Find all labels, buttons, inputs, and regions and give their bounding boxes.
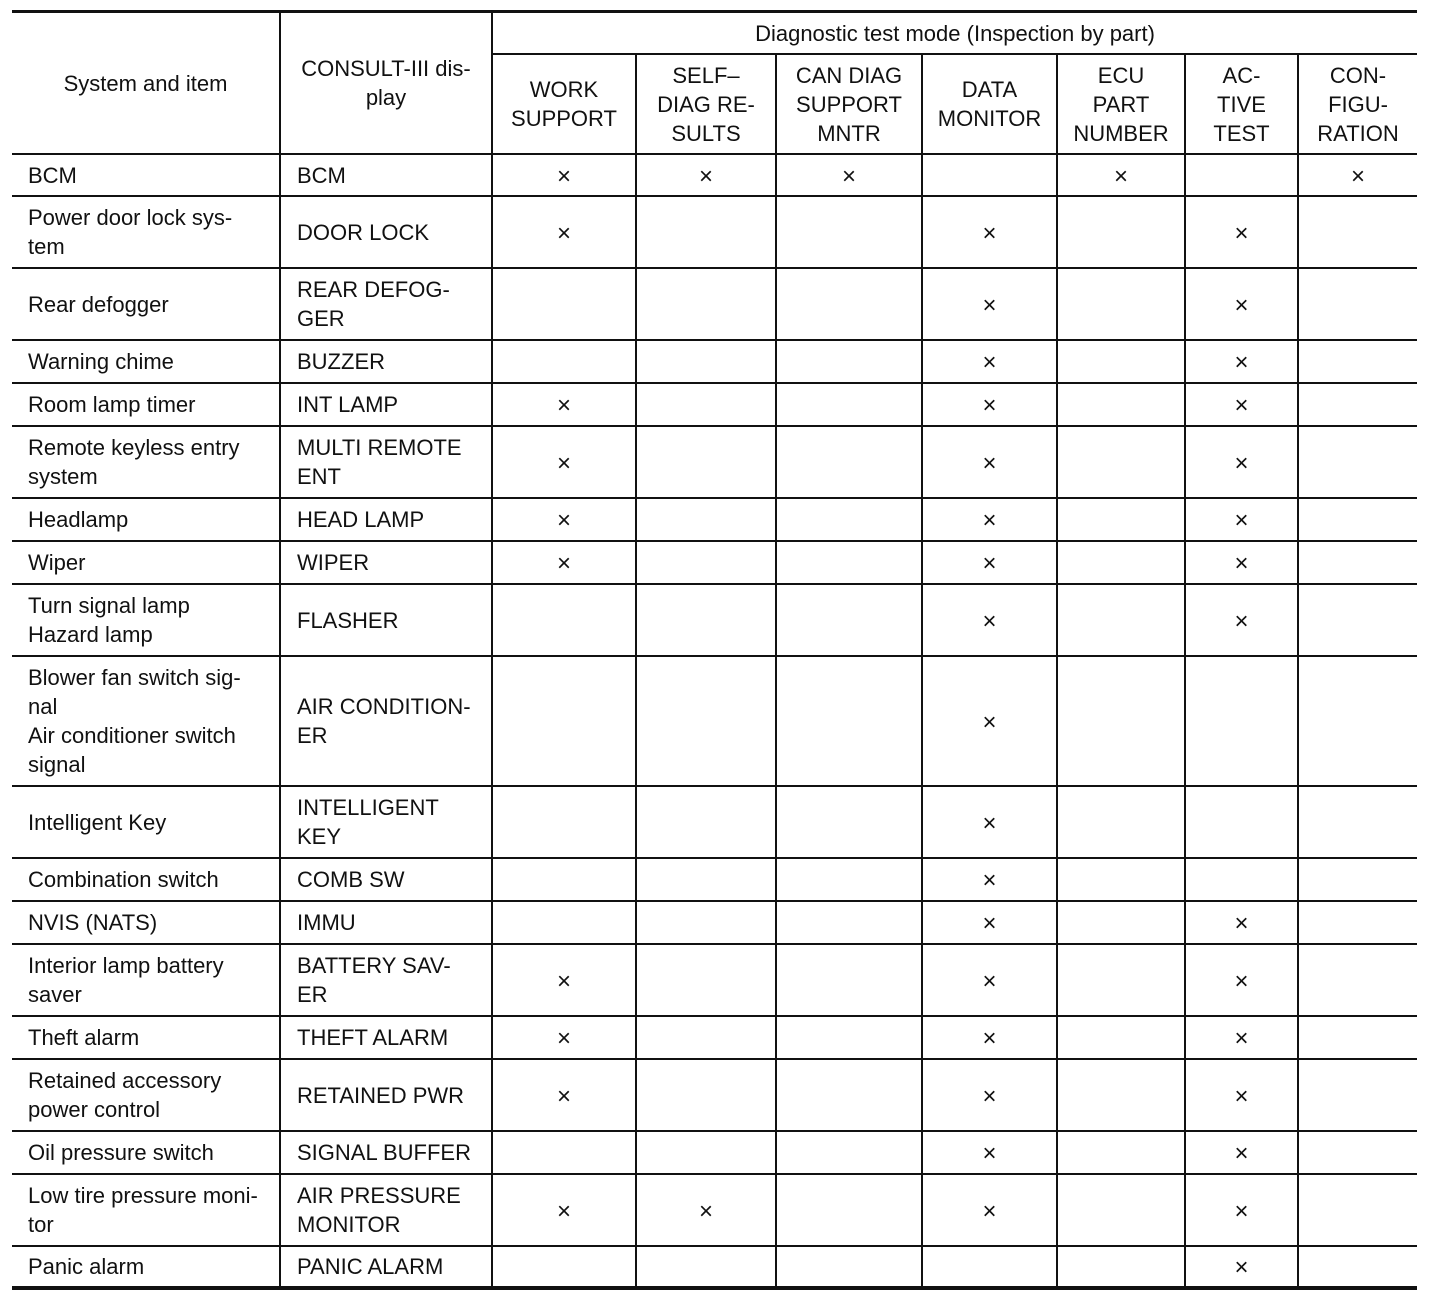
mode-support-cell [636,340,776,383]
mode-support-cell [492,426,636,498]
consult-display-text: INTELLIGENT KEY [297,795,439,849]
mode-support-cell [1298,196,1417,268]
mode-support-cell [1298,901,1417,944]
supported-mark: × [1234,1140,1249,1167]
mode-support-cell [1298,426,1417,498]
consult-display-text: BATTERY SAV- ER [297,953,451,1007]
consult-display-cell [280,383,492,426]
system-item-cell [12,498,280,541]
mode-support-cell [922,196,1057,268]
mode-support-cell [1185,426,1298,498]
supported-mark: × [1234,349,1249,376]
mode-support-cell [922,383,1057,426]
mode-support-cell [1057,901,1185,944]
mode-support-cell [776,1016,922,1059]
diagnostic-mode-table [12,10,1417,1290]
supported-mark: × [556,1197,571,1225]
system-item-cell [12,656,280,786]
system-item-cell [12,1016,280,1059]
supported-mark: × [1234,1082,1249,1110]
mode-support-cell [636,383,776,426]
mode-support-cell [1057,1174,1185,1246]
mode-support-cell [1057,541,1185,584]
supported-mark: × [556,392,571,419]
table-row [12,656,1417,786]
table-body [12,154,1417,1288]
mode-support-cell [1185,786,1298,858]
supported-mark: × [1113,162,1128,190]
table-row [12,1059,1417,1131]
system-item-cell [12,196,280,268]
system-item-text: Low tire pressure moni- tor [28,1183,258,1237]
mode-support-cell [1057,786,1185,858]
table-row [12,1174,1417,1246]
mode-support-cell [1057,383,1185,426]
mode-support-cell [1057,1246,1185,1288]
supported-mark: × [556,219,571,247]
header-consult-display-label: CONSULT-III dis- play [301,56,471,110]
mode-support-cell [922,584,1057,656]
supported-mark: × [1234,219,1249,247]
consult-display-cell [280,1131,492,1174]
mode-support-cell [1185,154,1298,196]
system-item-cell [12,1246,280,1288]
system-item-cell [12,858,280,901]
consult-display-cell [280,196,492,268]
header-row-top [12,12,1417,55]
consult-display-text: DOOR LOCK [297,219,430,245]
supported-mark: × [982,449,997,477]
mode-support-cell [1185,656,1298,786]
mode-support-cell [1185,268,1298,340]
supported-mark: × [982,1197,997,1225]
system-item-text: Remote keyless entry system [28,435,240,489]
consult-display-text: BUZZER [297,349,385,374]
mode-support-cell [1185,901,1298,944]
supported-mark: × [1234,607,1249,635]
supported-mark: × [1234,1254,1249,1281]
mode-support-cell [1185,1016,1298,1059]
table-row [12,1016,1417,1059]
mode-label: SELF– DIAG RE- SULTS [657,62,755,146]
header-diagnostic-test-mode-label: Diagnostic test mode (Inspection by part) [755,20,1155,46]
table-row [12,154,1417,196]
consult-display-cell [280,786,492,858]
table-row [12,944,1417,1016]
system-item-text: Oil pressure switch [28,1140,214,1165]
consult-display-cell [280,1246,492,1288]
mode-support-cell [776,426,922,498]
header-mode-data-monitor [922,54,1057,154]
mode-support-cell [636,1246,776,1288]
supported-mark: × [1234,392,1249,419]
mode-support-cell [1057,584,1185,656]
mode-support-cell [492,383,636,426]
mode-support-cell [922,268,1057,340]
header-mode-configuration [1298,54,1417,154]
mode-support-cell [636,1016,776,1059]
mode-support-cell [922,426,1057,498]
mode-support-cell [776,154,922,196]
mode-support-cell [636,268,776,340]
mode-support-cell [1298,858,1417,901]
mode-support-cell [1057,268,1185,340]
mode-support-cell [492,1246,636,1288]
mode-support-cell [1298,154,1417,196]
mode-support-cell [922,656,1057,786]
supported-mark: × [556,967,571,995]
system-item-cell [12,426,280,498]
mode-support-cell [492,1131,636,1174]
mode-support-cell [1298,340,1417,383]
supported-mark: × [982,1140,997,1167]
mode-support-cell [776,1174,922,1246]
mode-label: WORK SUPPORT [511,77,617,131]
mode-support-cell [1298,656,1417,786]
consult-display-text: FLASHER [297,607,399,633]
supported-mark: × [982,708,997,736]
mode-support-cell [776,1131,922,1174]
mode-support-cell [1057,1016,1185,1059]
supported-mark: × [1234,550,1249,577]
system-item-text: Rear defogger [28,291,169,317]
supported-mark: × [556,507,571,534]
mode-label: CON- FIGU- RATION [1317,62,1399,146]
mode-support-cell [1185,1246,1298,1288]
mode-support-cell [776,268,922,340]
mode-support-cell [1185,340,1298,383]
mode-support-cell [922,1059,1057,1131]
system-item-text: Warning chime [28,349,174,374]
mode-support-cell [492,498,636,541]
supported-mark: × [698,162,713,190]
mode-support-cell [636,154,776,196]
supported-mark: × [1234,1025,1249,1052]
consult-display-cell [280,268,492,340]
mode-support-cell [1298,944,1417,1016]
header-mode-active-test [1185,54,1298,154]
mode-support-cell [492,1059,636,1131]
mode-support-cell [922,901,1057,944]
mode-support-cell [636,858,776,901]
mode-support-cell [492,340,636,383]
table-row [12,383,1417,426]
system-item-cell [12,154,280,196]
header-mode-self-diag-results [636,54,776,154]
mode-support-cell [492,944,636,1016]
mode-support-cell [1298,268,1417,340]
table-row [12,858,1417,901]
mode-support-cell [1298,498,1417,541]
mode-support-cell [922,1016,1057,1059]
consult-display-text: IMMU [297,910,356,935]
header-mode-can-diag-support [776,54,922,154]
mode-support-cell [922,154,1057,196]
consult-display-text: WIPER [297,550,370,575]
system-item-text: Headlamp [28,507,129,532]
mode-support-cell [1185,541,1298,584]
supported-mark: × [556,1025,571,1052]
table-row [12,786,1417,858]
mode-support-cell [1185,1059,1298,1131]
consult-display-cell [280,426,492,498]
mode-support-cell [492,541,636,584]
table-row [12,340,1417,383]
supported-mark: × [841,162,856,190]
supported-mark: × [1234,449,1249,477]
mode-support-cell [922,498,1057,541]
consult-display-cell [280,858,492,901]
mode-support-cell [1057,340,1185,383]
mode-support-cell [1298,1016,1417,1059]
system-item-cell [12,584,280,656]
supported-mark: × [982,507,997,534]
consult-display-cell [280,541,492,584]
consult-display-text: HEAD LAMP [297,507,425,532]
system-item-text: Room lamp timer [28,392,196,417]
supported-mark: × [982,967,997,995]
supported-mark: × [1234,967,1249,995]
system-item-cell [12,383,280,426]
mode-support-cell [922,1246,1057,1288]
consult-display-text: AIR PRESSURE MONITOR [297,1183,461,1237]
consult-display-text: COMB SW [297,867,405,892]
mode-support-cell [492,1174,636,1246]
mode-label: ECU PART NUMBER [1073,62,1169,146]
system-item-text: BCM [28,162,77,188]
mode-support-cell [1057,154,1185,196]
mode-support-cell [636,1131,776,1174]
table-row [12,541,1417,584]
system-item-cell [12,340,280,383]
mode-support-cell [1185,196,1298,268]
system-item-text: Theft alarm [28,1025,140,1050]
header-system-and-item [12,12,280,155]
mode-support-cell [1057,656,1185,786]
mode-support-cell [776,858,922,901]
header-mode-work-support [492,54,636,154]
mode-support-cell [776,383,922,426]
mode-support-cell [1185,498,1298,541]
system-item-text: Blower fan switch sig- nal Air conditioner switch signal [28,665,241,777]
mode-support-cell [922,1174,1057,1246]
supported-mark: × [556,162,571,190]
mode-support-cell [1298,1246,1417,1288]
mode-support-cell [636,541,776,584]
consult-display-cell [280,498,492,541]
supported-mark: × [982,291,997,319]
mode-support-cell [922,786,1057,858]
mode-support-cell [1185,1174,1298,1246]
supported-mark: × [982,910,997,937]
consult-display-cell [280,1059,492,1131]
mode-support-cell [636,656,776,786]
supported-mark: × [556,449,571,477]
consult-display-text: INT LAMP [297,392,399,417]
supported-mark: × [982,219,997,247]
consult-display-cell [280,340,492,383]
system-item-cell [12,1131,280,1174]
mode-support-cell [776,944,922,1016]
supported-mark: × [982,867,997,894]
mode-support-cell [636,901,776,944]
mode-support-cell [636,584,776,656]
mode-support-cell [492,901,636,944]
table-row [12,196,1417,268]
supported-mark: × [698,1197,713,1225]
mode-label: CAN DIAG SUPPORT MNTR [795,62,903,146]
mode-support-cell [492,268,636,340]
mode-support-cell [1057,498,1185,541]
mode-support-cell [492,196,636,268]
supported-mark: × [1234,291,1249,319]
mode-support-cell [492,656,636,786]
consult-display-text: BCM [297,162,346,188]
system-item-text: NVIS (NATS) [28,910,158,935]
mode-support-cell [1185,944,1298,1016]
system-item-text: Interior lamp battery saver [28,953,224,1007]
table-row [12,268,1417,340]
mode-support-cell [1057,1059,1185,1131]
system-item-text: Intelligent Key [28,809,167,835]
mode-support-cell [1185,584,1298,656]
consult-display-cell [280,154,492,196]
mode-support-cell [1057,944,1185,1016]
system-item-cell [12,944,280,1016]
header-system-and-item-label: System and item [63,70,228,96]
mode-support-cell [492,1016,636,1059]
mode-support-cell [922,340,1057,383]
system-item-text: Power door lock sys- tem [28,205,233,259]
mode-support-cell [922,1131,1057,1174]
supported-mark: × [556,550,571,577]
mode-support-cell [492,154,636,196]
supported-mark: × [982,392,997,419]
system-item-cell [12,901,280,944]
mode-support-cell [776,656,922,786]
mode-support-cell [636,196,776,268]
mode-support-cell [776,786,922,858]
mode-support-cell [1057,1131,1185,1174]
mode-support-cell [1298,1059,1417,1131]
mode-support-cell [492,786,636,858]
mode-support-cell [776,1059,922,1131]
mode-support-cell [776,340,922,383]
mode-support-cell [636,426,776,498]
mode-support-cell [922,944,1057,1016]
consult-display-cell [280,901,492,944]
mode-support-cell [1057,426,1185,498]
mode-support-cell [492,858,636,901]
mode-support-cell [1298,584,1417,656]
header-consult-display [280,12,492,155]
supported-mark: × [1234,910,1249,937]
consult-display-text: MULTI REMOTE ENT [297,435,462,489]
mode-label: DATA MONITOR [937,77,1042,131]
system-item-text: Combination switch [28,867,219,892]
mode-support-cell [922,858,1057,901]
mode-support-cell [636,786,776,858]
consult-display-text: AIR CONDITION- ER [297,694,471,748]
system-item-cell [12,541,280,584]
consult-display-cell [280,656,492,786]
consult-display-cell [280,1016,492,1059]
mode-support-cell [1298,541,1417,584]
supported-mark: × [1234,507,1249,534]
mode-support-cell [776,901,922,944]
consult-display-cell [280,944,492,1016]
mode-support-cell [1185,858,1298,901]
consult-display-cell [280,584,492,656]
system-item-text: Wiper [28,550,86,575]
system-item-cell [12,268,280,340]
system-item-text: Turn signal lamp Hazard lamp [28,593,190,647]
table-row [12,584,1417,656]
supported-mark: × [1234,1197,1249,1225]
supported-mark: × [982,1082,997,1110]
consult-display-text: REAR DEFOG- GER [297,277,450,331]
header-mode-ecu-part-number [1057,54,1185,154]
mode-support-cell [776,196,922,268]
consult-display-text: PANIC ALARM [297,1254,444,1279]
table-row [12,426,1417,498]
consult-display-text: THEFT ALARM [297,1025,449,1050]
mode-support-cell [1298,1174,1417,1246]
consult-display-cell [280,1174,492,1246]
supported-mark: × [982,349,997,376]
mode-label: AC- TIVE TEST [1213,62,1270,146]
mode-support-cell [776,541,922,584]
mode-support-cell [636,944,776,1016]
system-item-cell [12,786,280,858]
supported-mark: × [556,1082,571,1110]
supported-mark: × [982,1025,997,1052]
table-row [12,1246,1417,1288]
mode-support-cell [1057,858,1185,901]
mode-support-cell [1298,786,1417,858]
mode-support-cell [636,498,776,541]
mode-support-cell [1185,1131,1298,1174]
system-item-text: Panic alarm [28,1254,145,1279]
table-row [12,901,1417,944]
mode-support-cell [1057,196,1185,268]
system-item-cell [12,1174,280,1246]
mode-support-cell [492,584,636,656]
mode-support-cell [1298,383,1417,426]
supported-mark: × [1351,162,1366,190]
consult-display-text: RETAINED PWR [297,1082,465,1108]
table-header [12,12,1417,155]
mode-support-cell [776,1246,922,1288]
supported-mark: × [982,809,997,837]
supported-mark: × [982,607,997,635]
supported-mark: × [982,550,997,577]
system-item-text: Retained accessory power control [28,1068,222,1122]
consult-display-text: SIGNAL BUFFER [297,1140,471,1165]
header-diagnostic-test-mode [492,12,1417,55]
mode-support-cell [1298,1131,1417,1174]
mode-support-cell [776,584,922,656]
table-row [12,498,1417,541]
table-row [12,1131,1417,1174]
mode-support-cell [776,498,922,541]
mode-support-cell [1185,383,1298,426]
mode-support-cell [636,1174,776,1246]
mode-support-cell [636,1059,776,1131]
mode-support-cell [922,541,1057,584]
system-item-cell [12,1059,280,1131]
